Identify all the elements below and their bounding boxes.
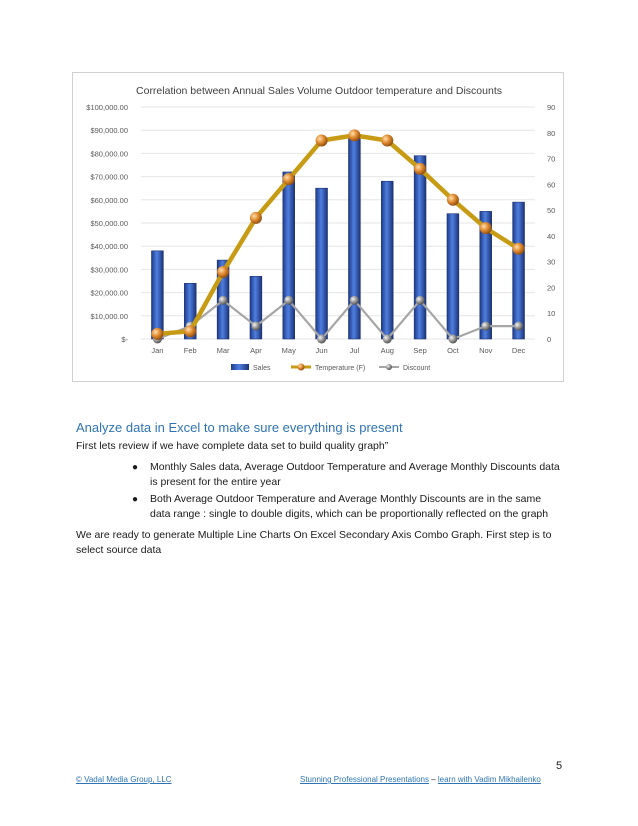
x-tick-label: Feb [183, 346, 197, 355]
temperature-marker [217, 266, 229, 278]
discount-marker [219, 296, 228, 305]
y-left-tick-label: $40,000.00 [90, 242, 128, 252]
y-left-tick-label: $30,000.00 [90, 265, 128, 275]
x-tick-label: Sep [413, 346, 427, 355]
temperature-marker [381, 135, 393, 147]
sales-bar [316, 188, 328, 339]
x-tick-label: Mar [216, 346, 230, 355]
outro-text: We are ready to generate Multiple Line Charts On Excel Secondary Axis Combo Graph. First step is to select source data [76, 529, 552, 556]
x-tick-label: Dec [511, 346, 526, 355]
discount-marker [481, 322, 490, 331]
footer-link-presentations[interactable]: Stunning Professional Presentations [300, 775, 429, 784]
sales-bar [447, 214, 459, 339]
chart-title: Correlation between Annual Sales Volume Outdoor temperature and Discounts [136, 85, 502, 97]
section-heading: Analyze data in Excel to make sure everything is present [76, 420, 403, 435]
temperature-marker [447, 194, 459, 206]
temperature-marker [480, 222, 492, 234]
temperature-marker [513, 243, 525, 255]
x-tick-label: Jun [315, 346, 328, 355]
legend-discount-marker [386, 364, 392, 370]
x-tick-label: Nov [479, 346, 493, 355]
footer-link-author[interactable]: learn with Vadim Mikhailenko [437, 775, 541, 784]
discount-marker [284, 296, 293, 305]
y-left-tick-label: $- [121, 335, 128, 344]
x-tick-label: Oct [447, 346, 459, 355]
footer-links [300, 775, 541, 784]
sales-bar [513, 202, 525, 339]
temperature-marker [283, 173, 295, 185]
discount-marker [514, 322, 523, 331]
x-tick-label: May [281, 346, 296, 355]
y-right-tick-label: 70 [547, 154, 556, 164]
sales-bar [152, 251, 164, 339]
sales-bar [381, 181, 393, 339]
footer-copyright-link[interactable]: © Vadal Media Group, LLC [76, 775, 172, 784]
temperature-marker [414, 163, 426, 175]
legend-sales-swatch [231, 364, 249, 370]
temperature-marker [184, 325, 196, 337]
temperature-marker [151, 328, 163, 340]
page-number: 5 [556, 760, 563, 772]
y-left-tick-label: $100,000.00 [86, 103, 128, 112]
legend-temperature-marker [298, 364, 305, 371]
temperature-marker [316, 135, 328, 147]
y-right-tick-label: 30 [547, 257, 556, 267]
y-left-tick-label: $70,000.00 [90, 172, 128, 182]
legend-temperature-label: Temperature (F) [315, 365, 366, 372]
y-left-tick-label: $10,000.00 [90, 311, 128, 321]
discount-marker [251, 322, 260, 331]
temperature-marker [250, 212, 262, 224]
legend-discount-label: Discount [403, 365, 431, 372]
x-tick-label: Jul [349, 346, 360, 355]
discount-line [157, 300, 518, 339]
discount-marker [317, 335, 326, 344]
sales-bar [414, 156, 426, 339]
list-item [132, 460, 562, 490]
discount-marker [448, 335, 457, 344]
y-left-tick-label: $90,000.00 [90, 126, 128, 136]
y-right-tick-label: 60 [547, 180, 556, 190]
y-right-tick-label: 80 [547, 128, 556, 138]
y-right-tick-label: 90 [547, 103, 556, 112]
y-right-tick-label: 20 [547, 283, 556, 293]
x-tick-label: Aug [380, 346, 394, 355]
y-right-tick-label: 10 [547, 309, 556, 319]
list-item [132, 492, 562, 522]
legend-sales-label: Sales [253, 365, 271, 372]
sales-bar [283, 172, 295, 339]
y-right-tick-label: 50 [547, 206, 556, 216]
y-right-tick-label: 40 [547, 231, 556, 241]
discount-marker [350, 296, 359, 305]
discount-marker [383, 335, 392, 344]
bullet-icon: ● [132, 494, 139, 505]
discount-marker [416, 296, 425, 305]
y-left-tick-label: $60,000.00 [90, 195, 128, 205]
bullet-icon: ● [132, 462, 139, 473]
y-right-tick-label: 0 [547, 335, 552, 344]
intro-text: First lets review if we have complete data set to build quality graph” [76, 440, 389, 452]
combo-chart [72, 72, 564, 382]
sales-bar [349, 135, 361, 339]
x-tick-label: Apr [250, 346, 262, 355]
temperature-line [157, 135, 518, 333]
footer-separator: – [428, 775, 438, 784]
temperature-marker [348, 129, 360, 141]
bullet-list [132, 460, 562, 524]
bullet-text: Both Average Outdoor Temperature and Average Monthly Discounts are in the same data range : single to double digits, which can be proportionally reflected on the graph [150, 493, 549, 520]
bullet-text: Monthly Sales data, Average Outdoor Temperature and Average Monthly Discounts data is present for the entire year [150, 461, 560, 488]
y-left-tick-label: $80,000.00 [90, 149, 128, 159]
x-tick-label: Jan [151, 346, 164, 355]
y-left-tick-label: $20,000.00 [90, 288, 128, 298]
y-left-tick-label: $50,000.00 [90, 219, 128, 228]
chart-svg [73, 73, 565, 383]
